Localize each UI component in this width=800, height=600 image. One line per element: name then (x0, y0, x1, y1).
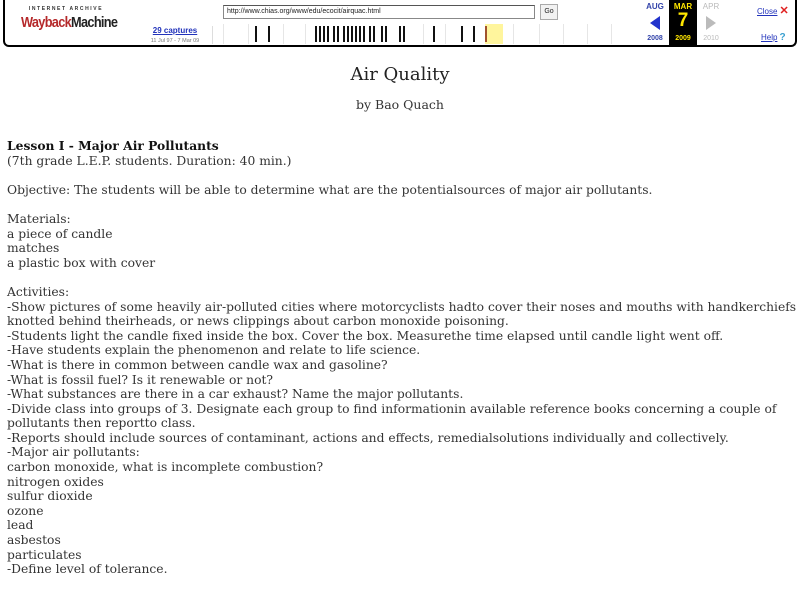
capture-bar (333, 26, 335, 42)
year-tick (611, 24, 612, 44)
activity-item: -Define level of tolerance. (7, 562, 168, 577)
pollutant-item: carbon monoxide, what is incomplete combustion? (7, 460, 324, 475)
capture-bar (403, 26, 405, 42)
activity-item: -Show pictures of some heavily air-polluted cities where motorcyclists hadto cover their noses and mouths with handkerchiefs knotted behind theirheads, or news clippings about carbon monoxide poisoning. (7, 299, 797, 329)
capture-bar (355, 26, 357, 42)
date-navigator (641, 0, 731, 45)
wayback-logo[interactable] (21, 6, 118, 40)
help-icon[interactable]: ? (779, 32, 786, 43)
capture-bar (473, 26, 475, 42)
captures-date-range: 11 Jul 97 - 7 Mar 09 (150, 38, 200, 44)
capture-bar (351, 26, 353, 42)
capture-bar (343, 26, 345, 42)
help-link[interactable]: Help (761, 33, 778, 42)
year-tick (587, 24, 588, 44)
year-tick (563, 24, 564, 44)
capture-bar (347, 26, 349, 42)
lesson-heading: Lesson I - Major Air Pollutants (7, 138, 219, 153)
current-year-highlight (485, 24, 503, 44)
capture-bar (385, 26, 387, 42)
material-item: matches (7, 241, 60, 256)
url-input[interactable]: http://www.chias.org/www/edu/ecocit/airquac.html (223, 5, 535, 19)
pollutant-item: nitrogen oxides (7, 474, 104, 489)
year-tick (423, 24, 424, 44)
close-icon[interactable]: ✕ (779, 5, 789, 17)
current-month: MAR (673, 2, 693, 11)
capture-bar (369, 26, 371, 42)
capture-bar (433, 26, 435, 42)
lesson-content (7, 139, 797, 577)
activity-item: -Have students explain the phenomenon and relate to life science. (7, 343, 421, 358)
year-tick (283, 24, 284, 44)
arrow-right-icon (706, 16, 716, 30)
activity-item: -Students light the candle fixed inside the box. Cover the box. Measurethe time elapsed until candle light went off. (7, 328, 724, 343)
close-control[interactable] (757, 4, 789, 17)
capture-bar (359, 26, 361, 42)
capture-bar (461, 26, 463, 42)
objective: Objective: The students will be able to determine what are the potentialsources of major air pollutants. (7, 182, 653, 197)
prev-month[interactable]: AUG (646, 2, 664, 11)
capture-bar (323, 26, 325, 42)
current-year: 2009 (675, 35, 691, 42)
activity-item: -Reports should include sources of contaminant, actions and effects, remedialsolutions individually and collectively. (7, 430, 729, 445)
year-tick (513, 24, 514, 44)
next-year: 2010 (703, 35, 719, 42)
pollutant-item: ozone (7, 503, 44, 518)
divider (212, 26, 213, 44)
year-tick (223, 24, 224, 44)
next-month: APR (702, 2, 720, 11)
materials-label: Materials: (7, 211, 71, 226)
prev-year[interactable]: 2008 (647, 35, 663, 42)
year-tick (305, 24, 306, 44)
year-tick (539, 24, 540, 44)
internet-archive-label: INTERNET ARCHIVE (28, 6, 104, 12)
capture-bar (327, 26, 329, 42)
wayback-toolbar (3, 0, 797, 47)
arrow-left-icon[interactable] (650, 16, 660, 30)
activity-item: -Divide class into groups of 3. Designate each group to find informationin available reference books concerning a couple of pollutants then reportto class. (7, 401, 777, 431)
current-capture-bar (485, 26, 487, 42)
pollutant-item: particulates (7, 547, 82, 562)
capture-bar (255, 26, 257, 42)
material-item: a plastic box with cover (7, 255, 156, 270)
capture-bar (363, 26, 365, 42)
capture-bar (319, 26, 321, 42)
captures-link[interactable]: 29 captures (152, 26, 198, 35)
activity-item: -What is there in common between candle wax and gasoline? (7, 357, 388, 372)
capture-bar (373, 26, 375, 42)
material-item: a piece of candle (7, 226, 113, 241)
capture-bar (337, 26, 339, 42)
help-control[interactable] (761, 32, 786, 43)
capture-bar (381, 26, 383, 42)
capture-bar (315, 26, 317, 42)
page-author: by Bao Quach (356, 97, 444, 112)
activity-item: -Major air pollutants: (7, 445, 140, 460)
captures-info (140, 26, 210, 44)
current-day: 7 (677, 10, 689, 31)
go-button[interactable]: Go (540, 4, 558, 20)
capture-sparkline[interactable] (223, 24, 623, 44)
pollutant-item: sulfur dioxide (7, 489, 93, 504)
lesson-subtitle: (7th grade L.E.P. students. Duration: 40 min.) (7, 153, 292, 168)
pollutant-item: asbestos (7, 533, 61, 548)
activity-item: -What substances are there in a car exhaust? Name the major pollutants. (7, 387, 464, 402)
close-link[interactable]: Close (757, 7, 778, 16)
year-tick (248, 24, 249, 44)
wayback-machine-wordmark: WaybackMachine (21, 14, 118, 31)
previous-capture[interactable] (641, 0, 669, 45)
pollutant-item: lead (7, 518, 34, 533)
activity-item: -What is fossil fuel? Is it renewable or not? (7, 372, 274, 387)
year-tick (445, 24, 446, 44)
current-capture (669, 0, 697, 45)
activities-label: Activities: (7, 284, 70, 299)
next-capture (697, 0, 725, 45)
capture-bar (268, 26, 270, 42)
capture-bar (399, 26, 401, 42)
page-title: Air Quality (350, 64, 450, 85)
